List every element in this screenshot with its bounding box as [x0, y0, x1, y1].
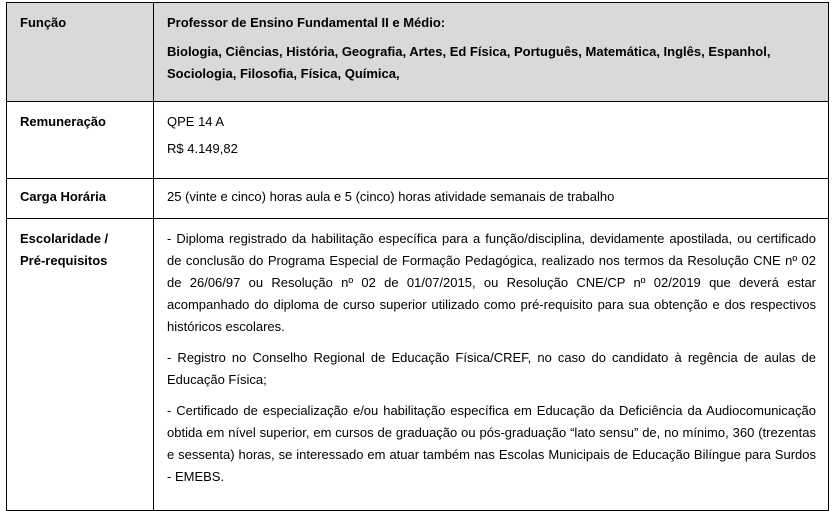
row-funcao — [7, 3, 829, 102]
funcao-subjects: Biologia, Ciências, História, Geografia, Artes, Ed Física, Português, Matemática, Inglês, Espanhol, Sociologia, Filosofia, Física, Química, — [167, 44, 771, 81]
job-spec-table — [6, 2, 829, 511]
row-escolaridade — [7, 219, 829, 511]
label-funcao: Função — [7, 3, 154, 102]
content-escolaridade — [154, 219, 829, 511]
funcao-title: Professor de Ensino Fundamental II e Médio: — [167, 15, 446, 30]
requirement-paragraph: - Certificado de especialização e/ou habilitação específica em Educação da Deficiência da Audiocomunicação obtida em nível superior, em cursos de graduação ou pós-graduação “lato sensu” de, no mínimo, 360 (trezentas e sessenta) horas, se interessado em atuar também nas Escolas Municipais de Educação Bilíngue para Surdos - EMEBS. — [167, 403, 816, 484]
remuneracao-value: R$ 4.149,82 — [167, 141, 238, 156]
row-remuneracao — [7, 102, 829, 179]
label-escolaridade-line2: Pré-requisitos — [20, 253, 108, 268]
row-carga-horaria — [7, 179, 829, 219]
requirement-paragraph: - Registro no Conselho Regional de Educação Física/CREF, no caso do candidato à regência de aulas de Educação Física; — [167, 350, 816, 387]
requirement-paragraph: - Diploma registrado da habilitação específica para a função/disciplina, devidamente apostilada, ou certificado de conclusão do Programa Especial de Formação Pedagógica, realizado nos termos da Resolução CNE nº 02 de 26/06/97 ou Resolução nº 02 de 01/07/2015, ou Resolução CNE/CP nº 02/2019 que deverá estar acompanhado do diploma de curso superior utilizado como pré-requisito para sua obtenção e dos respectivos históricos escolares. — [167, 231, 816, 334]
content-remuneracao — [154, 102, 829, 179]
label-escolaridade — [7, 219, 154, 511]
label-carga-horaria: Carga Horária — [7, 179, 154, 219]
content-funcao — [154, 3, 829, 102]
label-escolaridade-line1: Escolaridade / — [20, 231, 109, 246]
remuneracao-code: QPE 14 A — [167, 114, 225, 129]
label-remuneracao: Remuneração — [7, 102, 154, 179]
content-carga-horaria: 25 (vinte e cinco) horas aula e 5 (cinco) horas atividade semanais de trabalho — [154, 179, 829, 219]
